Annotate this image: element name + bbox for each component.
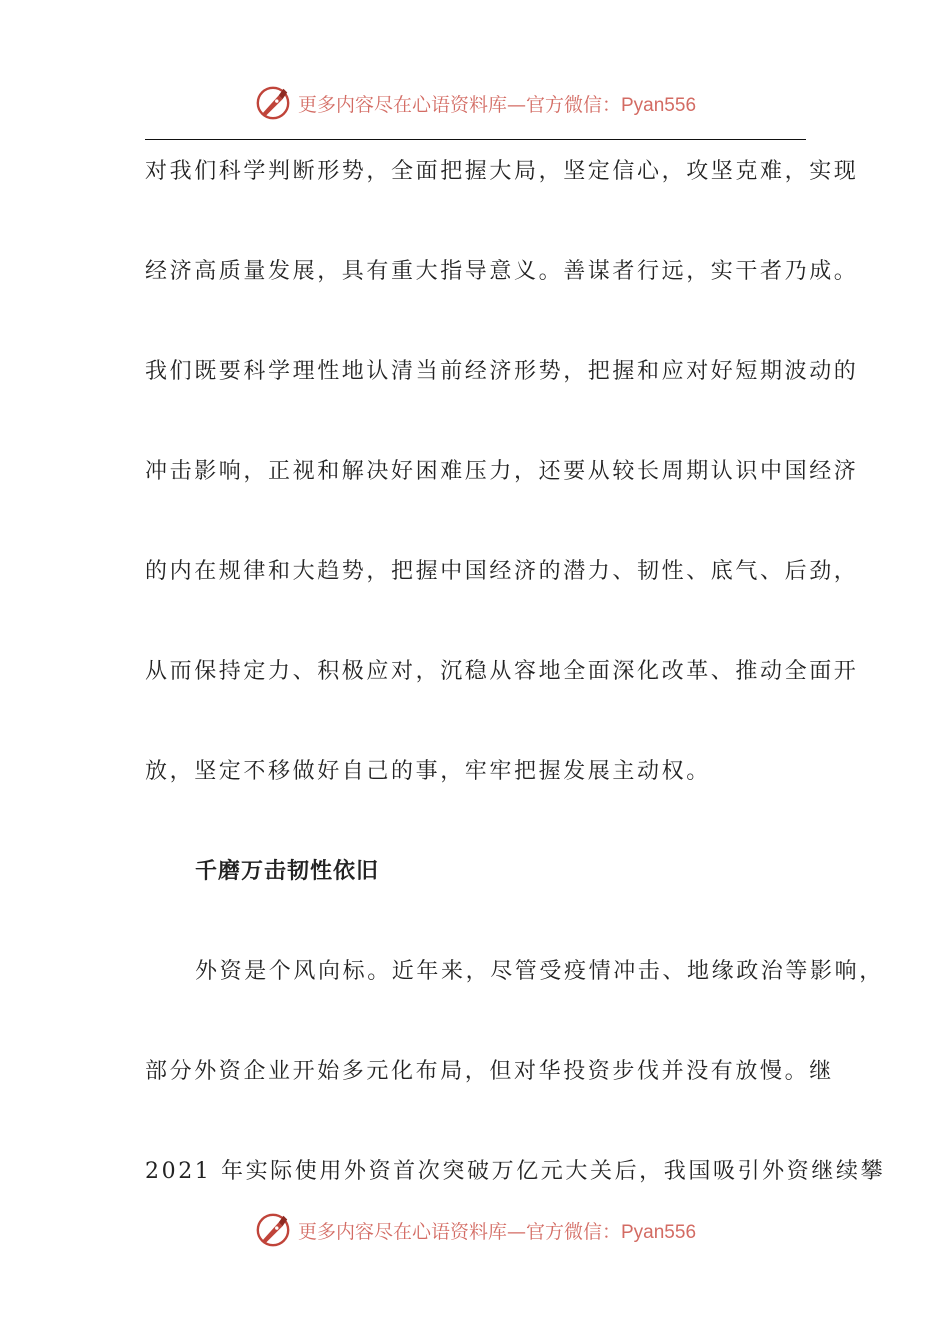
header-banner-text: 更多内容尽在心语资料库—官方微信：Pyan556: [297, 93, 697, 116]
header-banner: [0, 78, 950, 128]
body-line: 2021 年实际使用外资首次突破万亿元大关后，我国吸引外资继续攀: [145, 1159, 886, 1184]
footer-banner: [0, 1205, 950, 1255]
body-line: 我们既要科学理性地认清当前经济形势，把握和应对好短期波动的: [145, 359, 859, 384]
footer-wechat-id: Pyan556: [621, 1221, 697, 1243]
document-body: [145, 150, 886, 1250]
header-wechat-id: Pyan556: [621, 94, 697, 116]
header-rule: [145, 139, 806, 140]
body-line: 对我们科学判断形势，全面把握大局，坚定信心，攻坚克难，实现: [145, 159, 859, 184]
pen-nib-logo-icon: [254, 1211, 292, 1249]
pen-nib-logo-icon: [254, 84, 292, 122]
body-line: 部分外资企业开始多元化布局，但对华投资步伐并没有放慢。继: [145, 1059, 834, 1084]
section-heading: 千磨万击韧性依旧: [195, 859, 380, 884]
body-line: 的内在规律和大趋势，把握中国经济的潜力、韧性、底气、后劲，: [145, 559, 859, 584]
footer-banner-text: 更多内容尽在心语资料库—官方微信：Pyan556: [297, 1220, 697, 1243]
body-line: 经济高质量发展，具有重大指导意义。善谋者行远，实干者乃成。: [145, 259, 859, 284]
body-line: 从而保持定力、积极应对，沉稳从容地全面深化改革、推动全面开: [145, 659, 859, 684]
body-line: 放，坚定不移做好自己的事，牢牢把握发展主动权。: [145, 759, 711, 784]
body-line: 冲击影响，正视和解决好困难压力，还要从较长周期认识中国经济: [145, 459, 859, 484]
body-line: 外资是个风向标。近年来，尽管受疫情冲击、地缘政治等影响，: [195, 959, 884, 984]
